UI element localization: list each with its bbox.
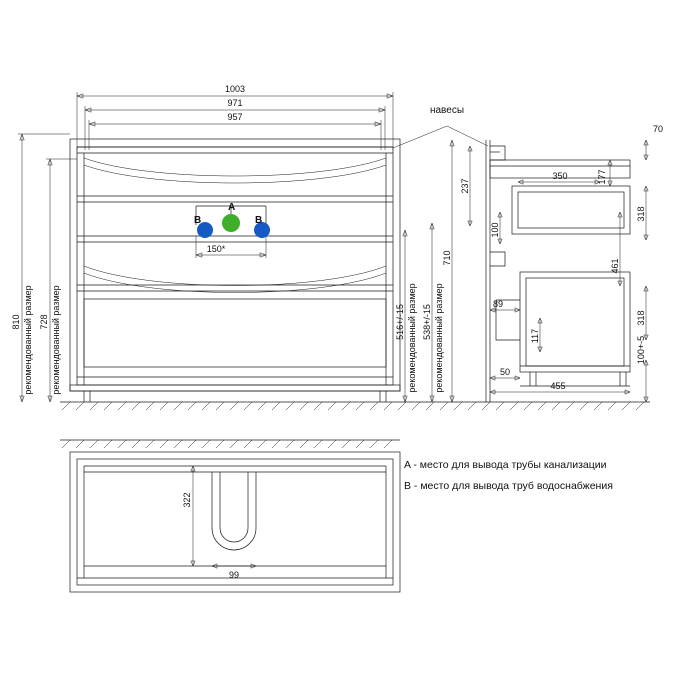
dim-318-lower: 318 (636, 310, 646, 326)
dim-177: 177 (597, 169, 607, 185)
dim-99: 99 (228, 570, 240, 580)
dim-810: 810 (11, 314, 21, 330)
dim-237: 237 (460, 178, 470, 194)
dim-728: 728 (39, 314, 49, 330)
label-marker-b-right: B (255, 215, 263, 226)
dim-350: 350 (552, 171, 568, 181)
dim-89: 89 (492, 299, 504, 309)
dim-971: 971 (227, 98, 243, 108)
dim-461: 461 (610, 258, 620, 274)
label-marker-a: A (228, 202, 236, 213)
marker-a-dot (222, 214, 240, 232)
dim-455: 455 (550, 381, 566, 391)
dim-1003: 1003 (224, 84, 246, 94)
dim-318-upper: 318 (636, 206, 646, 222)
front-view (11, 84, 650, 410)
dim-728-note: рекомендованный размер (51, 285, 61, 395)
dim-100pm5: 100+-5 (636, 335, 646, 365)
dim-957: 957 (227, 112, 243, 122)
dim-50: 50 (499, 367, 511, 377)
dim-117: 117 (530, 328, 540, 344)
dim-70: 70 (653, 124, 664, 134)
dim-538-note: рекомендованный размер (434, 283, 444, 393)
top-view (60, 440, 400, 592)
legend-line-a: A - место для вывода трубы канализации (404, 459, 607, 471)
dim-516-note: рекомендованный размер (407, 283, 417, 393)
dim-538: 538+/-15 (422, 304, 432, 340)
legend (404, 459, 613, 492)
dim-100: 100 (490, 222, 500, 238)
dim-angle-150: 150* (206, 244, 226, 254)
label-marker-b-left: B (194, 215, 202, 226)
dim-710: 710 (442, 250, 452, 266)
callout-hangers: навесы (429, 105, 465, 116)
dim-516: 516+/-15 (395, 304, 405, 340)
legend-line-b: B - место для вывода труб водоснабжения (404, 480, 613, 492)
dim-322: 322 (182, 492, 192, 508)
side-view (460, 124, 663, 402)
dim-810-note: рекомендованный размер (23, 285, 33, 395)
